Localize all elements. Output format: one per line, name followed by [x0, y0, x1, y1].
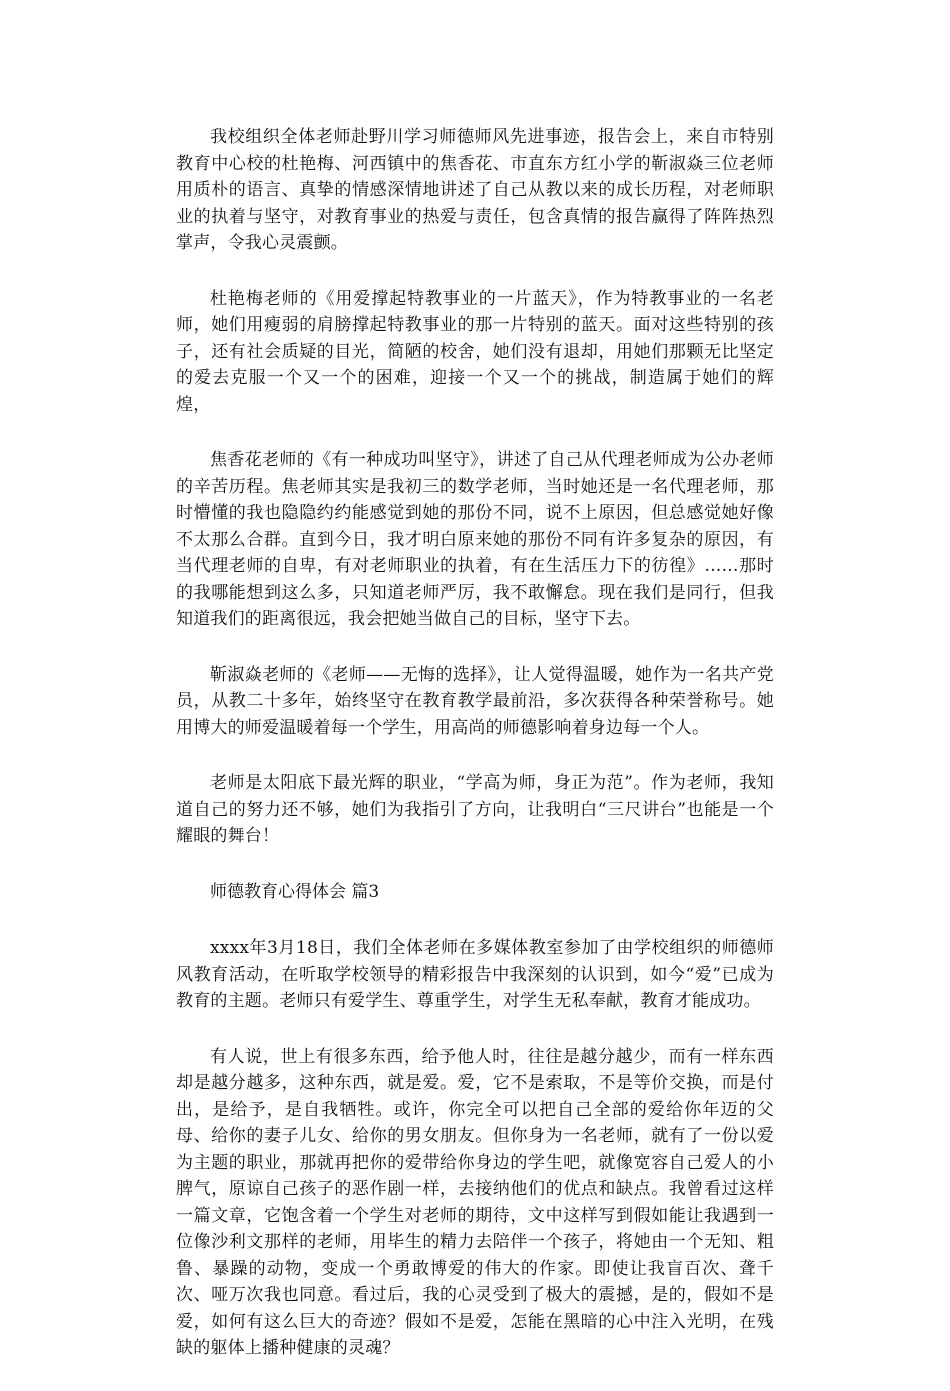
paragraph-jiao-xianghua: 焦香花老师的《有一种成功叫坚守》，讲述了自己从代理老师成为公办老师的辛苦历程。焦老师其实是我初三的数学老师，当时她还是一名代理老师，那时懵懂的我也隐隐约约能感觉到她的那份不同，说不上原因，但总感觉她好像不太那么合群。直到今日，我才明白原来她的那份不同有许多复杂的原因，有当代理老师的自卑，有对老师职业的执着，有在生活压力下的彷徨》……那时的我哪能想到这么多，只知道老师严厉，我不敢懈怠。现在我们是同行，但我知道我们的距离很远，我会把她当做自己的目标，坚守下去。 [176, 450, 774, 629]
section-heading: 师德教育心得体会 篇3 [210, 881, 380, 902]
paragraph-ethics-activity: xxxx年3月18日，我们全体老师在多媒体教室参加了由学校组织的师德师风教育活动，在听取学校领导的精彩报告中我深刻的认识到，如今“爱”已成为教育的主题。老师只有爱学生、尊重学生，对学生无私奉献，教育才能成功。 [176, 938, 774, 1011]
document-body [176, 124, 774, 1391]
paragraph-school-study-report: 我校组织全体老师赴野川学习师德师风先进事迹，报告会上，来自市特别教育中心校的杜艳梅、河西镇中的焦香花、市直东方红小学的靳淑焱三位老师用质朴的语言、真挚的情感深情地讲述了自己从教以来的成长历程，对老师职业的执着与坚守，对教育事业的热爱与责任，包含真情的报告赢得了阵阵热烈掌声，令我心灵震颤。 [176, 127, 774, 253]
paragraph-du-yanmei: 杜艳梅老师的《用爱撑起特教事业的一片蓝天》，作为特教事业的一名老师，她们用瘦弱的肩膀撑起特教事业的那一片特别的蓝天。面对这些特别的孩子，还有社会质疑的目光，简陋的校舍，她们没有退却，用她们那颗无比坚定的爱去克服一个又一个的困难，迎接一个又一个的挑战，制造属于她们的辉煌， [176, 288, 774, 415]
paragraph-teacher-profession: 老师是太阳底下最光辉的职业，“学高为师，身正为范”。作为老师，我知道自己的努力还不够，她们为我指引了方向，让我明白“三尺讲台”也能是一个耀眼的舞台！ [176, 773, 774, 846]
paragraph-love-essay: 有人说，世上有很多东西，给予他人时，往往是越分越少，而有一样东西却是越分越多，这种东西，就是爱。爱，它不是索取，不是等价交换，而是付出，是给予，是自我牺牲。或许，你完全可以把自己全部的爱给你年迈的父母、给你的妻子儿女、给你的男女朋友。但你身为一名老师，就有了一份以爱为主题的职业，那就再把你的爱带给你身边的学生吧，就像宽容自己爱人的小脾气，原谅自己孩子的恶作剧一样，去接纳他们的优点和缺点。我曾看过这样一篇文章，它饱含着一个学生对老师的期待，文中这样写到假如能让我遇到一位像沙利文那样的老师，用毕生的精力去陪伴一个孩子，将她由一个无知、粗鲁、暴躁的动物，变成一个勇敢博爱的伟大的作家。即使让我盲百次、聋千次、哑万次我也同意。看过后，我的心灵受到了极大的震撼，是的，假如不是爱，如何有这么巨大的奇迹？假如不是爱，怎能在黑暗的心中注入光明，在残缺的躯体上播种健康的灵魂？ [176, 1046, 774, 1358]
paragraph-jin-shuyan: 靳淑焱老师的《老师——无悔的选择》，让人觉得温暖，她作为一名共产党员，从教二十多年，始终坚守在教育教学最前沿，多次获得各种荣誉称号。她用博大的师爱温暖着每一个学生，用高尚的师德影响着身边每一个人。 [176, 664, 774, 738]
